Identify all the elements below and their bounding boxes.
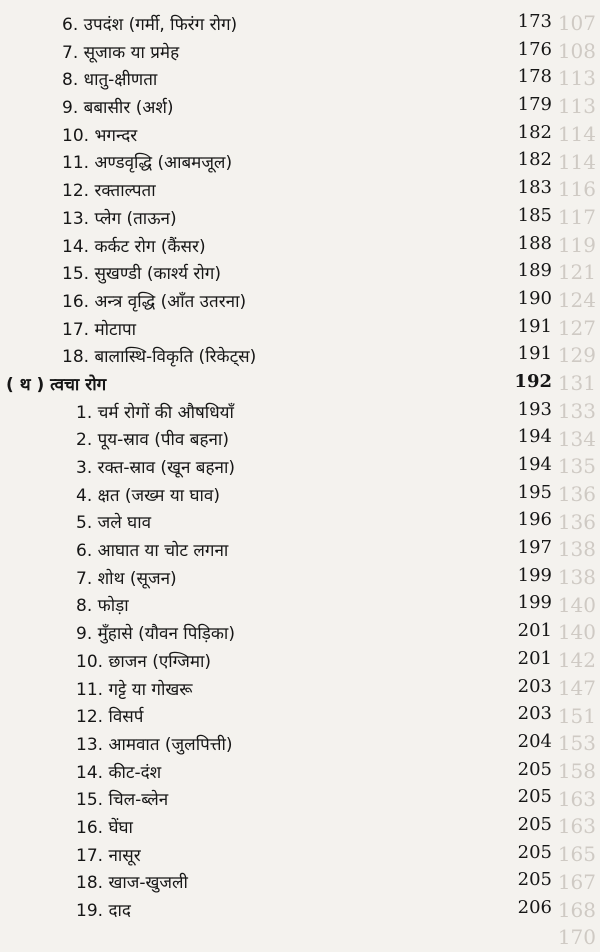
toc-entry-page: 203: [517, 675, 552, 697]
toc-entry-title: 8. धातु-क्षीणता: [62, 70, 158, 91]
toc-entry-page: 203: [517, 703, 552, 725]
section-title-line: [6, 372, 106, 395]
toc-entry: [0, 647, 600, 675]
toc-entry: [0, 536, 600, 564]
toc-entry-page: 191: [517, 315, 552, 337]
toc-entry-title: 5. जले घाव: [76, 513, 152, 534]
toc-entry: [0, 675, 600, 703]
toc-entry-title: 13. आमवात (जुलपित्ती): [76, 734, 233, 755]
toc-entry: [0, 342, 600, 370]
section-page-number: 192: [514, 370, 552, 392]
toc-entry: [0, 65, 600, 93]
toc-entry-title: 16. घेंघा: [76, 817, 133, 838]
toc-entry-title: 6. आघात या चोट लगना: [76, 541, 229, 562]
toc-entry: [0, 702, 600, 730]
toc-entry: [0, 204, 600, 232]
toc-entry-page: 206: [517, 897, 552, 918]
toc-entry-title: 9. बबासीर (अर्श): [62, 98, 174, 119]
toc-entry: [0, 148, 600, 176]
toc-entry-page: 205: [517, 786, 552, 808]
section-heading: [0, 370, 600, 398]
toc-entry: [0, 453, 600, 481]
toc-entry-page: 205: [517, 869, 552, 891]
toc-entry-page: 205: [517, 758, 552, 780]
toc-entry: [0, 259, 600, 287]
toc-entry: [0, 425, 600, 453]
toc-entry-page: 204: [517, 730, 552, 752]
toc-entry: [0, 758, 600, 786]
toc-entry-page: 183: [517, 177, 552, 199]
toc-entry-page: 182: [517, 149, 552, 171]
toc-part-2: [0, 398, 600, 924]
toc-entry-title: 6. उपदंश (गर्मी, फिरंग रोग): [62, 15, 238, 35]
toc-entry: [0, 287, 600, 315]
toc-entry: [0, 868, 600, 896]
toc-entry: [0, 176, 600, 204]
toc-entry: [0, 508, 600, 536]
toc-entry-page: 197: [517, 537, 552, 559]
toc-entry-title: 3. रक्त-स्राव (खून बहना): [76, 458, 236, 478]
toc-entry-title: 10. छाजन (एग्जिमा): [76, 651, 212, 672]
toc-entry-page: 194: [517, 454, 552, 475]
toc-entry: [0, 841, 600, 869]
toc-entry-title: 9. मुँहासे (यौवन पिड़िका): [76, 624, 235, 645]
toc-entry-title: 15. सुखण्डी (कार्श्य रोग): [62, 264, 221, 285]
section-title: त्वचा रोग: [50, 374, 107, 395]
toc-entry-title: 1. चर्म रोगों की औषधियाँ: [76, 402, 234, 423]
toc-entry-title: 13. प्लेग (ताऊन): [62, 208, 177, 229]
toc-entry-page: 188: [517, 232, 552, 254]
show-through-text: 107 108 113 113 114 114 116 117 119 121 124 127 129 131 133 134 135 136 136 138 138 140 140 142 147 151 153 158 163 163 165 167 168 170: [557, 11, 596, 950]
toc-entry: [0, 730, 600, 758]
toc-entry: [0, 591, 600, 619]
toc-entry-page: 191: [517, 343, 552, 365]
toc-entry-title: 18. बालास्थि-विकृति (रिकेट्स): [62, 347, 257, 368]
toc-entry-page: 178: [517, 66, 552, 88]
toc-entry: [0, 481, 600, 509]
toc-entry: [0, 121, 600, 149]
toc-entry: [0, 93, 600, 121]
toc-entry-page: 205: [517, 841, 552, 863]
toc-entry: [0, 813, 600, 841]
toc-entry-title: 11. गट्टे या गोखरू: [76, 679, 193, 700]
toc-entry-page: 173: [517, 11, 552, 32]
toc-entry-page: 199: [517, 592, 552, 614]
toc-entry-page: 199: [517, 564, 552, 586]
toc-entry: [0, 10, 600, 38]
toc-entry-title: 14. कर्कट रोग (कैंसर): [62, 236, 206, 257]
toc-entry: [0, 564, 600, 592]
toc-entry-page: 194: [517, 426, 552, 448]
toc-entry-title: 14. कीट-दंश: [76, 762, 162, 783]
toc-entry-page: 182: [517, 121, 552, 143]
toc-entry-title: 11. अण्डवृद्धि (आबमजूल): [62, 153, 233, 174]
toc-entry: [0, 785, 600, 813]
toc-entry-page: 195: [517, 481, 552, 503]
toc-entry: [0, 38, 600, 66]
section-marker: ( थ ): [6, 374, 45, 395]
toc-entry-page: 193: [517, 398, 552, 420]
toc-entry-page: 179: [517, 94, 552, 116]
toc-entry: [0, 619, 600, 647]
toc-entry-title: 7. शोथ (सूजन): [76, 568, 177, 589]
toc-entry-title: 17. मोटापा: [62, 319, 137, 340]
toc-entry-title: 12. रक्ताल्पता: [62, 181, 156, 202]
toc-entry-page: 185: [517, 204, 552, 226]
toc-entry-title: 7. सूजाक या प्रमेह: [62, 42, 180, 63]
table-of-contents: [0, 10, 600, 924]
toc-entry-title: 10. भगन्दर: [62, 125, 138, 146]
toc-entry-title: 12. विसर्प: [76, 707, 144, 728]
toc-entry-title: 2. पूय-स्राव (पीव बहना): [76, 430, 229, 451]
toc-entry-title: 8. फोड़ा: [76, 596, 129, 617]
toc-entry: [0, 232, 600, 260]
toc-entry: [0, 315, 600, 343]
toc-entry-title: 18. खाज-खुजली: [76, 873, 188, 894]
toc-entry-title: 15. चिल-ब्लेन: [76, 790, 169, 811]
toc-entry: [0, 398, 600, 426]
toc-entry: [0, 896, 600, 924]
toc-entry-title: 19. दाद: [76, 901, 131, 921]
toc-entry-title: 16. अन्त्र वृद्धि (आँत उतरना): [62, 291, 247, 312]
toc-entry-page: 190: [517, 287, 552, 309]
toc-entry-page: 201: [517, 647, 552, 669]
toc-part-1: [0, 10, 600, 370]
toc-entry-title: 4. क्षत (जख्म या घाव): [76, 485, 221, 506]
toc-entry-page: 176: [517, 38, 552, 60]
toc-entry-page: 205: [517, 813, 552, 835]
toc-entry-page: 189: [517, 260, 552, 282]
toc-entry-page: 201: [517, 620, 552, 642]
toc-entry-page: 196: [517, 509, 552, 531]
toc-entry-title: 17. नासूर: [76, 845, 141, 866]
